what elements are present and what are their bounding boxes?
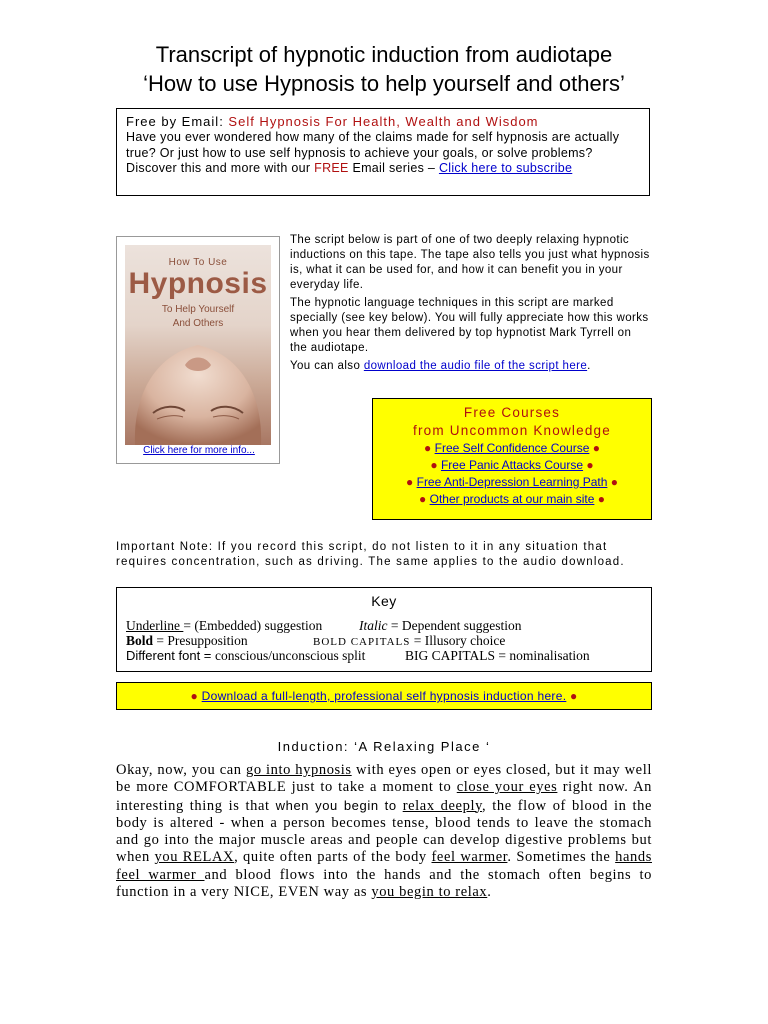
embedded-suggestion: close your eyes <box>456 779 558 796</box>
bullet-icon: ● <box>430 458 438 472</box>
course-link-panic-attacks[interactable]: Free Panic Attacks Course <box>440 458 584 472</box>
bullet-icon: ● <box>569 689 578 703</box>
key-bold-caps-eq: = Illusory choice <box>410 633 506 648</box>
promo-series-name: Self Hypnosis For Health, Wealth and Wisdom <box>228 114 539 129</box>
bullet-icon: ● <box>597 492 605 506</box>
key-row-1-col-2 <box>359 618 521 634</box>
induction-text: and blood flows into the hands and the stomach often begins to function in a very NICE, EVEN way as <box>116 866 652 901</box>
key-italic-label: Italic <box>359 618 388 633</box>
title-line-1: Transcript of hypnotic induction from audiotape <box>155 42 613 67</box>
title-line-2: ‘How to use Hypnosis to help yourself and others’ <box>143 71 625 96</box>
key-row-2-col-2 <box>313 633 505 649</box>
bullet-icon: ● <box>592 441 600 455</box>
embedded-suggestion: you RELAX <box>154 849 235 866</box>
book-cover-panel[interactable] <box>116 236 280 464</box>
course-link-self-confidence[interactable]: Free Self Confidence Course <box>434 441 590 455</box>
intro-p3-prefix: You can also <box>290 360 364 372</box>
course-item <box>373 474 651 491</box>
audio-download-link[interactable]: download the audio file of the script here <box>363 360 588 372</box>
course-item <box>373 491 651 508</box>
embedded-suggestion: you begin to relax <box>371 884 488 901</box>
bullet-icon: ● <box>419 492 427 506</box>
book-cover-image[interactable] <box>125 245 271 445</box>
course-link-other-products[interactable]: Other products at our main site <box>429 492 595 506</box>
email-promo-box <box>116 108 650 196</box>
intro-paragraph-2: The hypnotic language techniques in this script are marked specially (see key below). You will fully appreciate how this works when you hear them delivered by top hypnotist Mark Tyrrell on the audiotape. <box>290 297 649 354</box>
key-row-2 <box>126 633 248 649</box>
conscious-unconscious-split: when you begin to <box>275 797 403 813</box>
course-link-anti-depression[interactable]: Free Anti-Depression Learning Path <box>416 475 608 489</box>
download-induction-box <box>116 682 652 710</box>
key-row-1 <box>126 618 322 634</box>
induction-text: with eyes open or eyes closed, but it may well be more COMFORTABLE just to take a moment to <box>116 762 652 796</box>
key-font-eq: conscious/unconscious split <box>215 648 366 663</box>
key-bold-eq: = Presupposition <box>153 633 248 648</box>
promo-prefix: Free by Email: <box>126 114 229 129</box>
cover-line-1: How To Use <box>168 257 228 268</box>
embedded-suggestion: hands feel warmer <box>116 849 652 883</box>
promo-free-word: FREE <box>314 161 349 175</box>
subscribe-link[interactable]: Click here to subscribe <box>438 161 573 175</box>
induction-title: Induction: ‘A Relaxing Place ‘ <box>277 739 491 754</box>
promo-discover-prefix: Discover this and more with our <box>126 161 315 175</box>
bullet-icon: ● <box>424 441 432 455</box>
promo-discover <box>126 161 640 177</box>
intro-text <box>290 233 652 377</box>
cover-line-4: And Others <box>172 318 224 329</box>
key-italic-eq: = Dependent suggestion <box>387 618 522 633</box>
induction-text: Okay, now, you can <box>116 762 246 778</box>
key-underline-label: Underline <box>126 618 184 633</box>
cover-line-3: To Help Yourself <box>161 304 235 315</box>
courses-heading-1: Free Courses <box>463 405 561 420</box>
course-item <box>373 457 651 474</box>
face-illustration <box>125 245 271 445</box>
embedded-suggestion: go into hypnosis <box>245 762 352 778</box>
key-underline-eq: = (Embedded) suggestion <box>183 618 323 633</box>
key-big-caps: BIG CAPITALS = nominalisation <box>405 648 590 663</box>
bullet-icon: ● <box>190 689 199 703</box>
bullet-icon: ● <box>406 475 414 489</box>
important-note: Important Note: If you record this script, do not listen to it in any situation that requires concentration, such as driving. The same applies to the audio download. <box>116 541 625 568</box>
key-bold-label: Bold <box>126 633 154 648</box>
embedded-suggestion: feel warmer <box>431 849 508 866</box>
induction-text: , the flow of blood in the body is altered - when a person becomes tense, blood tends to leave the stomach and go into the major muscle areas and people can develop digestive problems but when <box>116 797 653 866</box>
page-title <box>116 40 652 98</box>
book-more-info-link[interactable]: Click here for more info... <box>143 445 255 456</box>
intro-paragraph-1: The script below is part of one of two deeply relaxing hypnotic inductions on this tape. The tape also tells you just what hypnosis is, what it can be used for, and how it can benefit you in your everyday life. <box>290 234 650 291</box>
free-courses-box <box>372 398 652 520</box>
induction-text: right now. An interesting thing is that <box>116 779 652 814</box>
embedded-suggestion: relax deeply <box>402 797 482 814</box>
key-font-label: Different font = <box>126 648 216 663</box>
intro-p3-suffix: . <box>587 360 591 372</box>
induction-text: , quite often parts of the body <box>234 849 432 866</box>
download-induction-link[interactable]: Download a full-length, professional self hypnosis induction here. <box>201 689 567 703</box>
induction-text: . Sometimes the <box>507 849 616 866</box>
promo-discover-suffix: Email series – <box>348 161 439 175</box>
promo-body: Have you ever wondered how many of the claims made for self hypnosis are actually true? Or just how to use self hypnosis to achieve your goals, or solve problems? <box>126 130 620 160</box>
key-row-3 <box>126 648 365 664</box>
bullet-icon: ● <box>610 475 618 489</box>
key-bold-caps-label: BOLD CAPITALS <box>313 636 411 648</box>
intro-paragraph-3 <box>290 359 652 374</box>
course-item <box>373 440 651 457</box>
induction-text: . <box>487 884 492 901</box>
key-box <box>116 587 652 672</box>
cover-line-2: Hypnosis <box>128 267 268 300</box>
courses-heading-2: from Uncommon Knowledge <box>413 423 611 438</box>
key-title: Key <box>371 593 397 609</box>
promo-heading <box>126 113 640 130</box>
bullet-icon: ● <box>586 458 594 472</box>
induction-body <box>116 762 652 901</box>
